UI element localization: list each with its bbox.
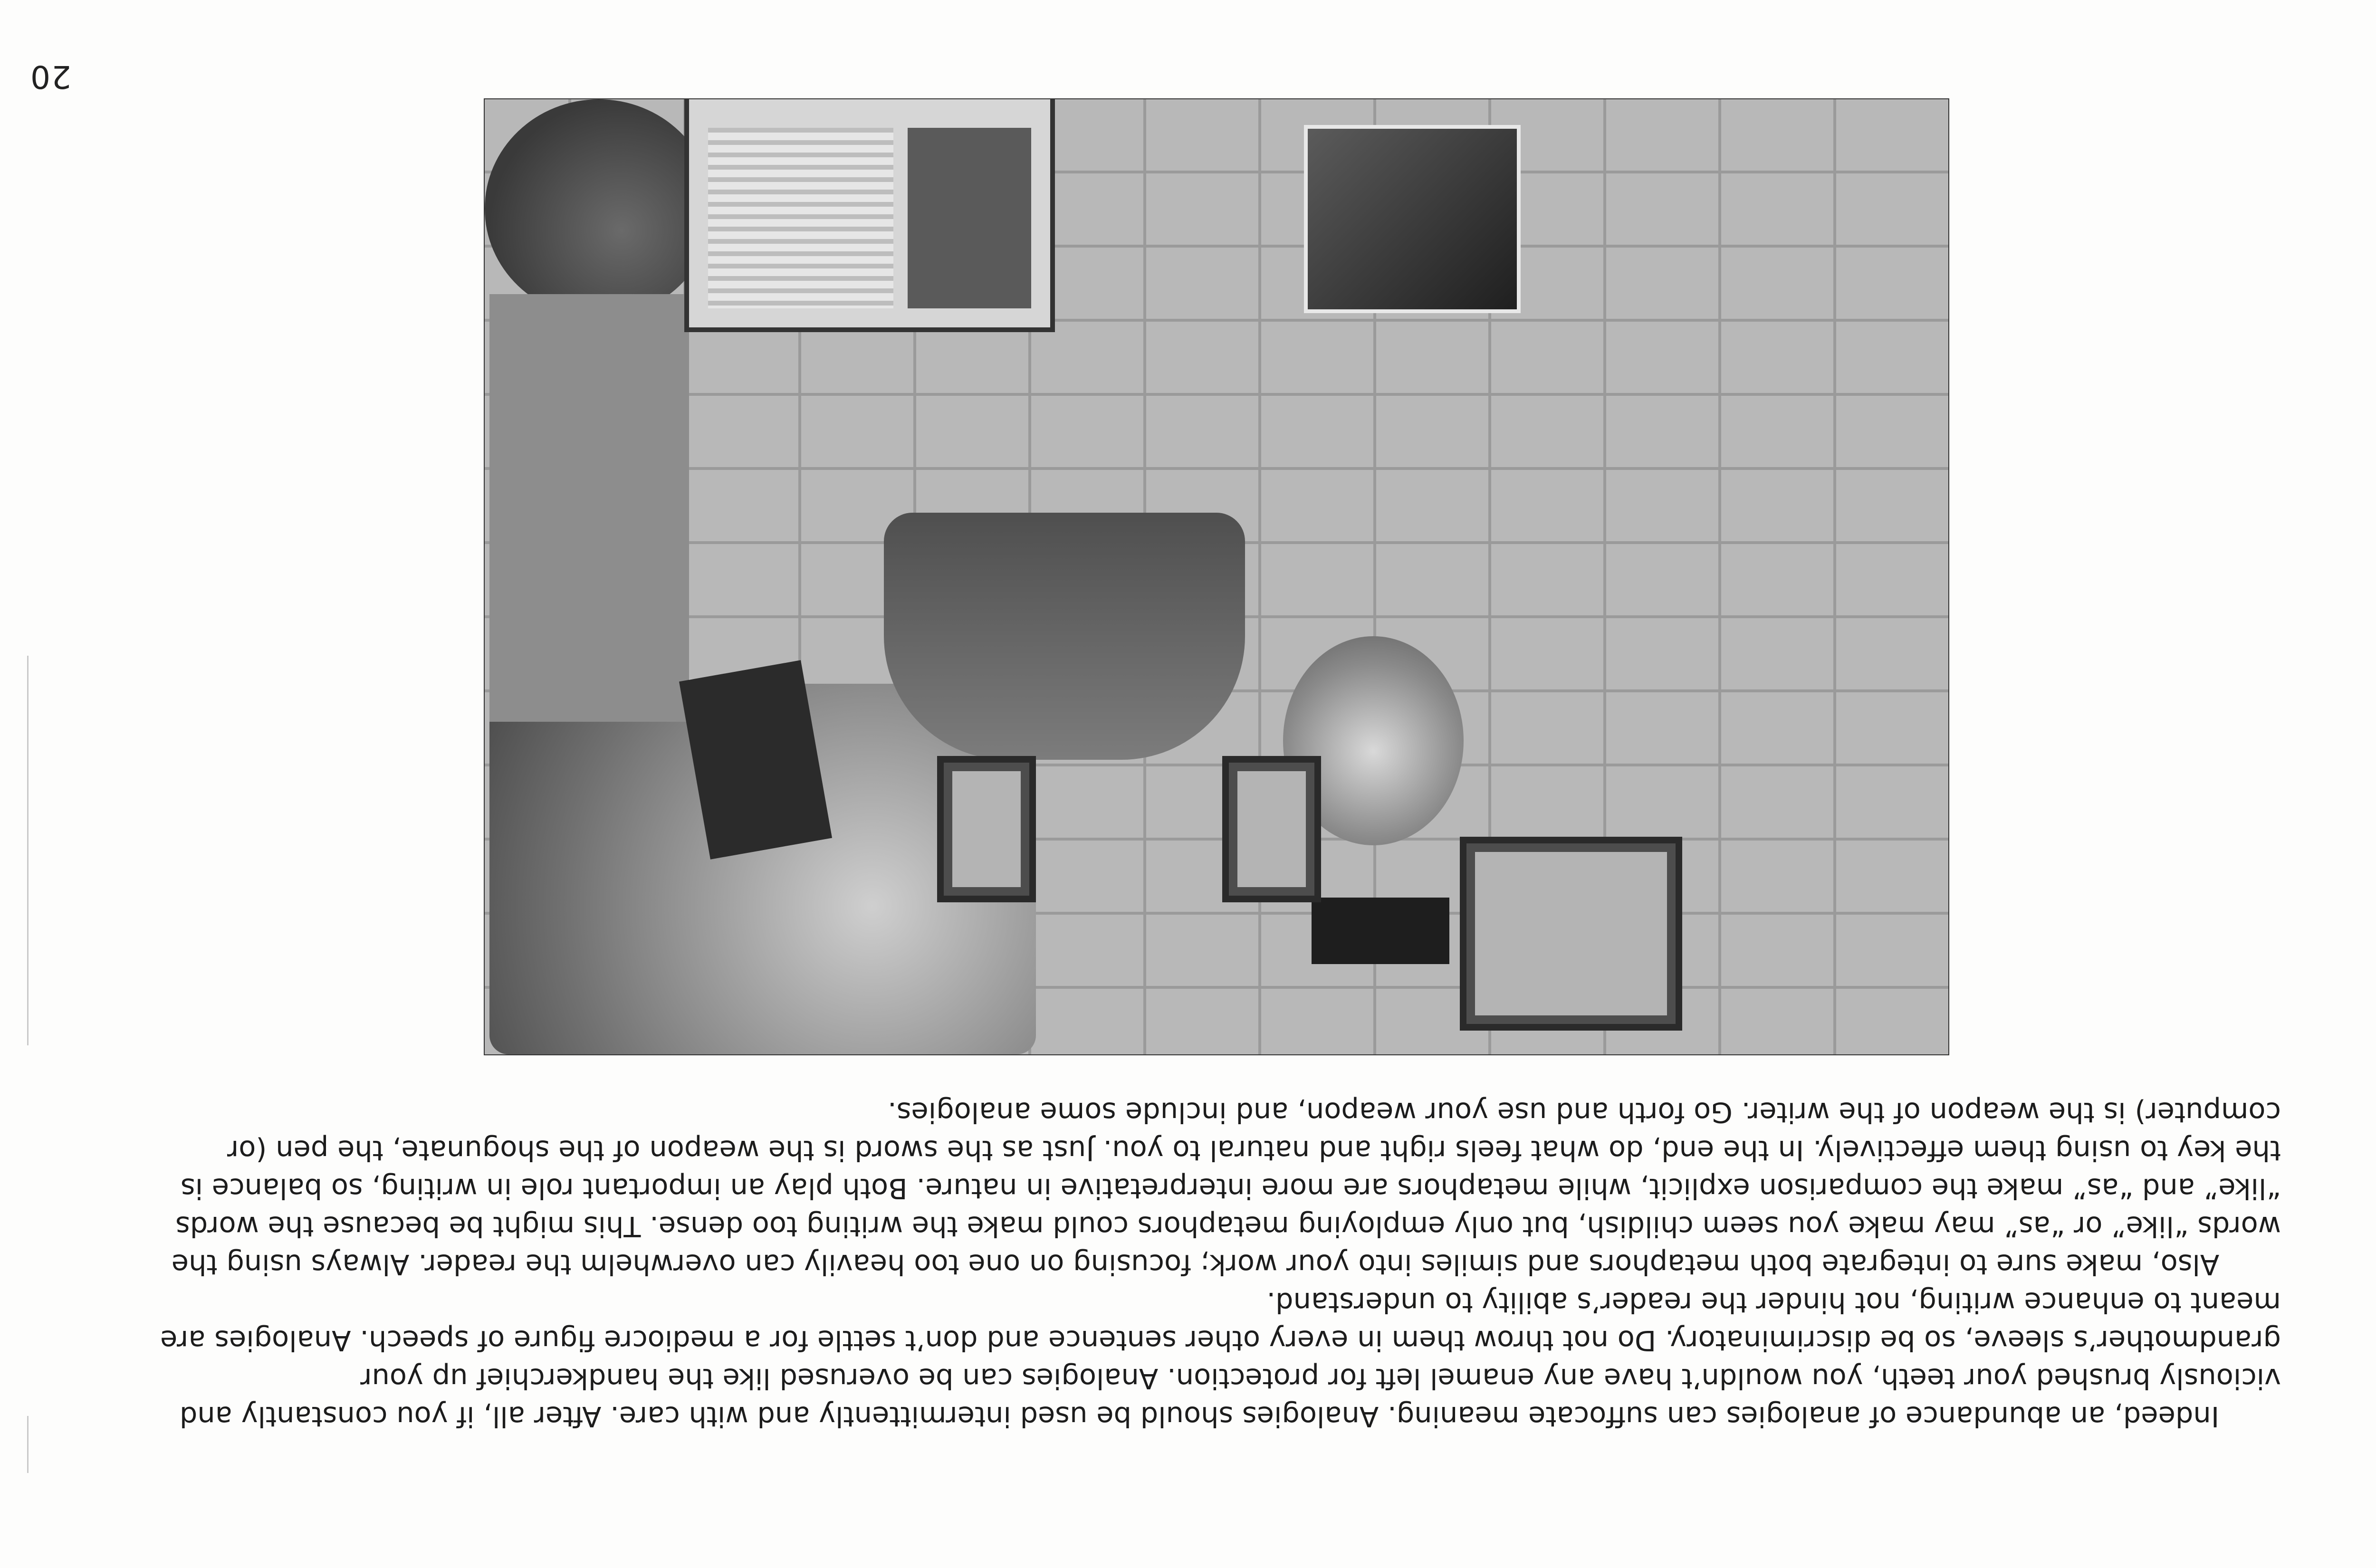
page-number: 20 xyxy=(29,58,71,95)
paragraph: Indeed, an abundance of analogies can suffocate meaning. Analogies should be used intermittently and with care. After all, if you constantly and viciously brushed your teeth, you wouldn’t have any enamel left for protection. Analogies can be overused like the handkerchief up your grandmother’s sleeve, so be discriminatory. Do not throw them in every other sentence and don’t settle for a mediocre figure of speech. Analogies are meant to enhance writing, not hinder the reader’s ability to understand. xyxy=(160,1286,2281,1433)
photograph xyxy=(484,98,1949,1055)
wall-plaque xyxy=(1312,898,1449,964)
poster xyxy=(684,98,1055,332)
poster-text-block xyxy=(708,128,893,308)
dark-photo-print xyxy=(1304,125,1521,313)
chair xyxy=(489,294,689,722)
scan-edge-line xyxy=(27,1416,29,1473)
scan-edge-line xyxy=(27,656,29,1045)
framed-picture xyxy=(1222,756,1321,902)
framed-picture xyxy=(937,756,1036,902)
body-text xyxy=(147,1093,2281,1435)
seated-person xyxy=(884,513,1245,760)
paragraph: Also, make sure to integrate both metaphors and similes into your work; focusing on one too heavily can overwhelm the reader. Always using the words “like” or “as” may make you seem childish, but only employing metaphors could make the writing too dense. This might be because the words “like” and “as” make the comparison explicit, while metaphors are more interpretative in nature. Both play an important role in writing, so balance is the key to using them effectively. In the end, do what feels right and natural to you. Just as the sword is the weapon of the shogunate, the pen (or computer) is the weapon of the writer. Go forth and use your weapon, and include some analogies. xyxy=(171,1096,2281,1281)
framed-picture xyxy=(1460,837,1682,1031)
plant xyxy=(485,99,713,318)
poster-photo xyxy=(908,128,1031,308)
